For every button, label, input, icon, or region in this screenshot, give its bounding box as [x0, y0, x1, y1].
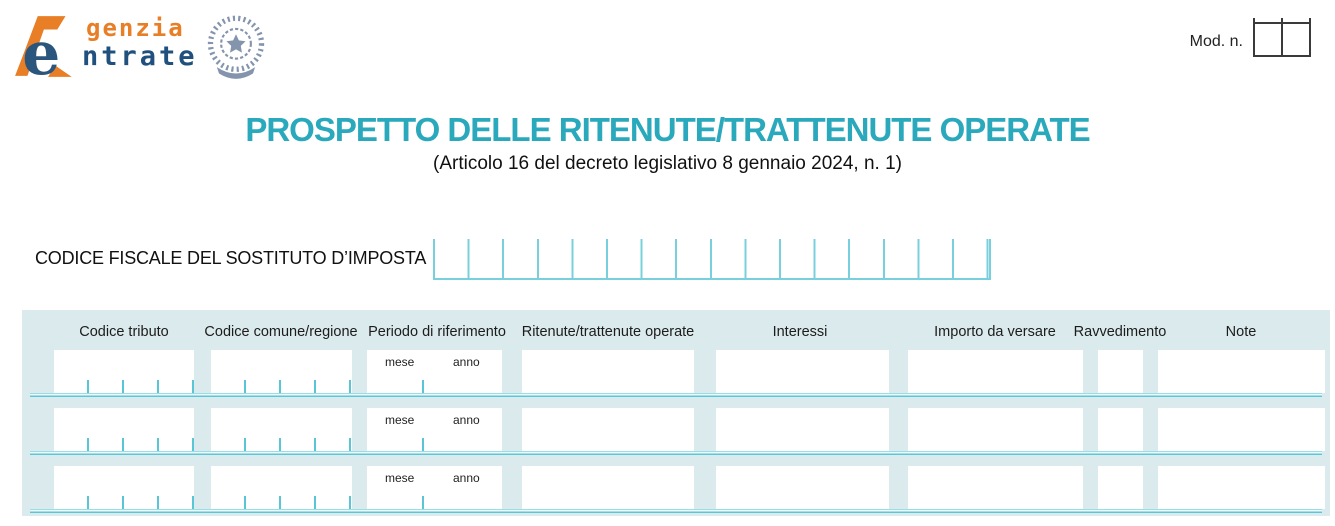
col-header-importo: Importo da versare — [934, 324, 1056, 340]
col-header-periodo: Periodo di riferimento — [368, 324, 506, 340]
interessi-input[interactable] — [716, 350, 889, 393]
mod-number-input[interactable] — [1253, 22, 1311, 57]
anno-label: anno — [453, 355, 480, 369]
periodo-riferimento-input[interactable] — [367, 350, 502, 393]
col-header-interessi: Interessi — [772, 324, 828, 340]
col-header-codice-tributo: Codice tributo — [79, 324, 169, 340]
codice-tributo-input[interactable] — [54, 466, 194, 509]
agenzia-entrate-monogram-icon — [14, 12, 80, 82]
note-input[interactable] — [1158, 350, 1325, 393]
importo-da-versare-input[interactable] — [908, 350, 1083, 393]
periodo-riferimento-input[interactable] — [367, 466, 502, 509]
row-separator — [30, 393, 1322, 397]
mod-box-divider — [1253, 18, 1255, 57]
col-header-ravvedimento: Ravvedimento — [1073, 324, 1167, 340]
fiscal-code-input[interactable] — [433, 239, 991, 280]
svg-text:e: e — [22, 18, 61, 82]
periodo-riferimento-input[interactable] — [367, 408, 502, 451]
mod-number-label: Mod. n. — [1189, 33, 1243, 50]
page-subtitle: (Articolo 16 del decreto legislativo 8 gennaio 2024, n. 1) — [433, 153, 902, 174]
agency-wordmark-top: genzia — [86, 14, 185, 42]
codice-comune-regione-input[interactable] — [211, 466, 352, 509]
importo-da-versare-input[interactable] — [908, 466, 1083, 509]
codice-tributo-input[interactable] — [54, 350, 194, 393]
note-input[interactable] — [1158, 408, 1325, 451]
codice-comune-regione-input[interactable] — [211, 350, 352, 393]
interessi-input[interactable] — [716, 408, 889, 451]
ravvedimento-input[interactable] — [1098, 350, 1143, 393]
note-input[interactable] — [1158, 466, 1325, 509]
withholdings-table — [22, 310, 1330, 516]
ravvedimento-input[interactable] — [1098, 408, 1143, 451]
row-separator — [30, 451, 1322, 455]
col-header-ritenute: Ritenute/trattenute operate — [521, 324, 695, 340]
agency-wordmark-bottom: ntrate — [82, 41, 198, 72]
col-header-codice-comune: Codice comune/regione — [204, 324, 358, 340]
ritenute-operate-input[interactable] — [522, 408, 694, 451]
mod-box-divider — [1309, 18, 1311, 57]
ravvedimento-input[interactable] — [1098, 466, 1143, 509]
row-separator — [30, 509, 1322, 513]
page-title: PROSPETTO DELLE RITENUTE/TRATTENUTE OPERATE — [245, 111, 1090, 148]
ritenute-operate-input[interactable] — [522, 350, 694, 393]
agenzia-entrate-logo — [14, 12, 264, 82]
italian-republic-emblem-icon — [204, 14, 268, 82]
mese-label: mese — [385, 355, 415, 369]
importo-da-versare-input[interactable] — [908, 408, 1083, 451]
interessi-input[interactable] — [716, 466, 889, 509]
anno-label: anno — [453, 471, 480, 485]
fiscal-code-label: CODICE FISCALE DEL SOSTITUTO D’IMPOSTA — [35, 248, 427, 268]
codice-tributo-input[interactable] — [54, 408, 194, 451]
mod-box-divider — [1281, 18, 1283, 57]
ritenute-operate-input[interactable] — [522, 466, 694, 509]
mese-label: mese — [385, 471, 415, 485]
agency-wordmark — [72, 16, 198, 70]
mese-label: mese — [385, 413, 415, 427]
col-header-note: Note — [1225, 324, 1257, 340]
codice-comune-regione-input[interactable] — [211, 408, 352, 451]
anno-label: anno — [453, 413, 480, 427]
